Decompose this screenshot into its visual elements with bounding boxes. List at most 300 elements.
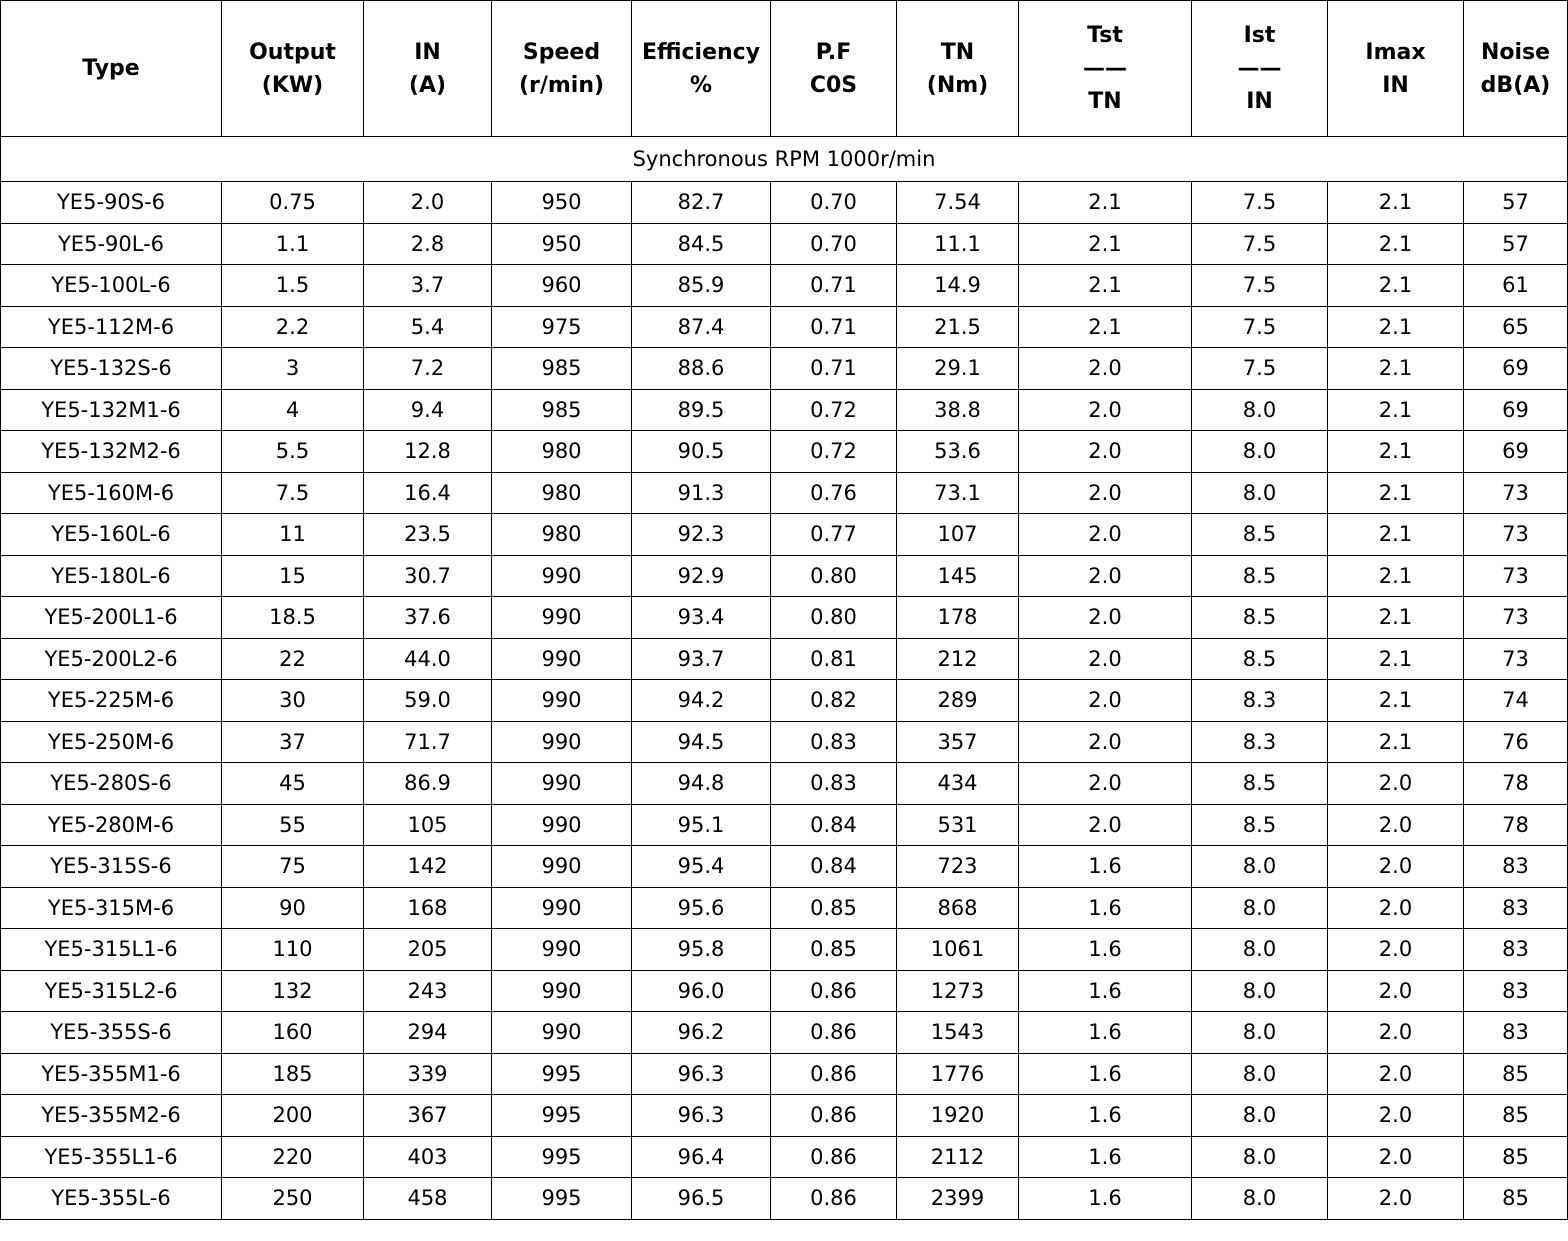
cell-type: YE5-315L2-6: [1, 970, 222, 1012]
cell-in: 168: [364, 887, 492, 929]
table-row: [1, 887, 1568, 929]
cell-noise: 73: [1464, 472, 1568, 514]
cell-efficiency: 88.6: [632, 348, 771, 390]
header-in-line2: (A): [408, 72, 447, 98]
section-row: [1, 137, 1568, 182]
header-ist_in: [1192, 1, 1328, 137]
cell-noise: 85: [1464, 1095, 1568, 1137]
cell-tn: 7.54: [897, 182, 1019, 224]
cell-output: 132: [222, 970, 364, 1012]
cell-output: 3: [222, 348, 364, 390]
cell-tst_tn: 2.0: [1019, 389, 1192, 431]
cell-speed: 995: [492, 1136, 632, 1178]
cell-tst_tn: 2.1: [1019, 223, 1192, 265]
cell-type: YE5-315M-6: [1, 887, 222, 929]
cell-tst_tn: 2.0: [1019, 763, 1192, 805]
cell-tst_tn: 2.0: [1019, 721, 1192, 763]
cell-speed: 990: [492, 846, 632, 888]
cell-tn: 212: [897, 638, 1019, 680]
header-speed: [492, 1, 632, 137]
cell-tn: 178: [897, 597, 1019, 639]
cell-imax_in: 2.1: [1328, 597, 1464, 639]
cell-output: 37: [222, 721, 364, 763]
cell-type: YE5-132M1-6: [1, 389, 222, 431]
cell-noise: 85: [1464, 1136, 1568, 1178]
table-row: [1, 555, 1568, 597]
cell-output: 160: [222, 1012, 364, 1054]
cell-efficiency: 96.2: [632, 1012, 771, 1054]
cell-efficiency: 95.1: [632, 804, 771, 846]
cell-pf: 0.70: [771, 223, 897, 265]
cell-output: 22: [222, 638, 364, 680]
cell-in: 458: [364, 1178, 492, 1220]
cell-efficiency: 89.5: [632, 389, 771, 431]
cell-pf: 0.83: [771, 763, 897, 805]
cell-speed: 950: [492, 182, 632, 224]
cell-speed: 990: [492, 763, 632, 805]
cell-efficiency: 94.2: [632, 680, 771, 722]
cell-ist_in: 7.5: [1192, 306, 1328, 348]
cell-pf: 0.86: [771, 1012, 897, 1054]
header-type: [1, 1, 222, 137]
table-row: [1, 514, 1568, 556]
cell-in: 12.8: [364, 431, 492, 473]
cell-in: 205: [364, 929, 492, 971]
cell-ist_in: 8.0: [1192, 887, 1328, 929]
cell-noise: 83: [1464, 846, 1568, 888]
cell-tn: 53.6: [897, 431, 1019, 473]
cell-ist_in: 8.0: [1192, 929, 1328, 971]
cell-in: 339: [364, 1053, 492, 1095]
cell-output: 220: [222, 1136, 364, 1178]
table-row: [1, 1178, 1568, 1220]
cell-ist_in: 7.5: [1192, 348, 1328, 390]
cell-tst_tn: 2.0: [1019, 348, 1192, 390]
cell-tst_tn: 2.1: [1019, 182, 1192, 224]
cell-tn: 21.5: [897, 306, 1019, 348]
cell-pf: 0.71: [771, 265, 897, 307]
cell-ist_in: 8.5: [1192, 763, 1328, 805]
cell-speed: 990: [492, 638, 632, 680]
table-row: [1, 472, 1568, 514]
cell-in: 3.7: [364, 265, 492, 307]
cell-imax_in: 2.0: [1328, 846, 1464, 888]
cell-pf: 0.85: [771, 887, 897, 929]
cell-output: 5.5: [222, 431, 364, 473]
cell-imax_in: 2.0: [1328, 1095, 1464, 1137]
cell-type: YE5-355S-6: [1, 1012, 222, 1054]
table-row: [1, 763, 1568, 805]
cell-tst_tn: 1.6: [1019, 887, 1192, 929]
cell-imax_in: 2.1: [1328, 306, 1464, 348]
cell-output: 75: [222, 846, 364, 888]
cell-efficiency: 96.3: [632, 1095, 771, 1137]
cell-noise: 65: [1464, 306, 1568, 348]
cell-ist_in: 8.0: [1192, 846, 1328, 888]
header-efficiency: [632, 1, 771, 137]
cell-imax_in: 2.1: [1328, 680, 1464, 722]
cell-output: 11: [222, 514, 364, 556]
cell-tst_tn: 2.1: [1019, 265, 1192, 307]
cell-imax_in: 2.0: [1328, 763, 1464, 805]
table-row: [1, 597, 1568, 639]
cell-ist_in: 8.5: [1192, 638, 1328, 680]
cell-noise: 73: [1464, 597, 1568, 639]
cell-pf: 0.86: [771, 1095, 897, 1137]
cell-in: 403: [364, 1136, 492, 1178]
cell-pf: 0.70: [771, 182, 897, 224]
cell-ist_in: 8.0: [1192, 970, 1328, 1012]
cell-output: 0.75: [222, 182, 364, 224]
cell-ist_in: 8.0: [1192, 1136, 1328, 1178]
cell-tst_tn: 2.0: [1019, 597, 1192, 639]
cell-in: 105: [364, 804, 492, 846]
cell-ist_in: 8.0: [1192, 431, 1328, 473]
cell-imax_in: 2.1: [1328, 431, 1464, 473]
cell-efficiency: 90.5: [632, 431, 771, 473]
table-row: [1, 1012, 1568, 1054]
cell-imax_in: 2.0: [1328, 804, 1464, 846]
cell-imax_in: 2.1: [1328, 721, 1464, 763]
cell-in: 59.0: [364, 680, 492, 722]
cell-pf: 0.77: [771, 514, 897, 556]
header-pf-line1: P.F: [815, 39, 852, 65]
cell-ist_in: 8.0: [1192, 1053, 1328, 1095]
cell-noise: 73: [1464, 555, 1568, 597]
cell-efficiency: 84.5: [632, 223, 771, 265]
cell-speed: 990: [492, 970, 632, 1012]
cell-speed: 990: [492, 597, 632, 639]
cell-speed: 985: [492, 348, 632, 390]
cell-tst_tn: 1.6: [1019, 1136, 1192, 1178]
table-row: [1, 970, 1568, 1012]
cell-speed: 990: [492, 887, 632, 929]
cell-pf: 0.80: [771, 555, 897, 597]
cell-tn: 2112: [897, 1136, 1019, 1178]
cell-efficiency: 94.8: [632, 763, 771, 805]
cell-efficiency: 95.4: [632, 846, 771, 888]
table-row: [1, 348, 1568, 390]
table-row: [1, 680, 1568, 722]
cell-imax_in: 2.1: [1328, 389, 1464, 431]
cell-speed: 990: [492, 1012, 632, 1054]
cell-output: 110: [222, 929, 364, 971]
cell-speed: 980: [492, 472, 632, 514]
cell-tst_tn: 1.6: [1019, 1178, 1192, 1220]
cell-type: YE5-280S-6: [1, 763, 222, 805]
cell-type: YE5-132S-6: [1, 348, 222, 390]
cell-imax_in: 2.0: [1328, 929, 1464, 971]
cell-type: YE5-160L-6: [1, 514, 222, 556]
header-output-line1: Output: [249, 39, 336, 65]
cell-pf: 0.83: [771, 721, 897, 763]
cell-type: YE5-90S-6: [1, 182, 222, 224]
cell-imax_in: 2.1: [1328, 555, 1464, 597]
cell-speed: 990: [492, 721, 632, 763]
cell-type: YE5-200L1-6: [1, 597, 222, 639]
cell-speed: 995: [492, 1095, 632, 1137]
cell-output: 7.5: [222, 472, 364, 514]
header-imax_in: [1328, 1, 1464, 137]
cell-imax_in: 2.0: [1328, 1012, 1464, 1054]
cell-ist_in: 8.5: [1192, 555, 1328, 597]
header-tst_tn-line2: TN: [1088, 89, 1122, 114]
cell-tst_tn: 1.6: [1019, 929, 1192, 971]
cell-pf: 0.81: [771, 638, 897, 680]
cell-noise: 83: [1464, 970, 1568, 1012]
cell-noise: 83: [1464, 1012, 1568, 1054]
cell-in: 86.9: [364, 763, 492, 805]
cell-ist_in: 7.5: [1192, 265, 1328, 307]
cell-speed: 975: [492, 306, 632, 348]
cell-output: 4: [222, 389, 364, 431]
cell-tn: 723: [897, 846, 1019, 888]
cell-imax_in: 2.1: [1328, 223, 1464, 265]
cell-efficiency: 96.0: [632, 970, 771, 1012]
cell-in: 367: [364, 1095, 492, 1137]
cell-output: 1.5: [222, 265, 364, 307]
table-row: [1, 182, 1568, 224]
cell-type: YE5-225M-6: [1, 680, 222, 722]
cell-noise: 61: [1464, 265, 1568, 307]
cell-ist_in: 8.0: [1192, 1012, 1328, 1054]
cell-imax_in: 2.0: [1328, 970, 1464, 1012]
cell-imax_in: 2.0: [1328, 1178, 1464, 1220]
cell-ist_in: 8.0: [1192, 389, 1328, 431]
cell-ist_in: 8.3: [1192, 721, 1328, 763]
cell-imax_in: 2.1: [1328, 514, 1464, 556]
cell-tn: 868: [897, 887, 1019, 929]
cell-tn: 38.8: [897, 389, 1019, 431]
cell-in: 30.7: [364, 555, 492, 597]
cell-ist_in: 8.5: [1192, 804, 1328, 846]
cell-tst_tn: 2.1: [1019, 306, 1192, 348]
header-efficiency-line2: %: [689, 72, 713, 98]
cell-type: YE5-315S-6: [1, 846, 222, 888]
cell-in: 44.0: [364, 638, 492, 680]
cell-imax_in: 2.1: [1328, 638, 1464, 680]
cell-noise: 73: [1464, 514, 1568, 556]
cell-tst_tn: 1.6: [1019, 846, 1192, 888]
cell-speed: 995: [492, 1053, 632, 1095]
header-tn-line2: (Nm): [926, 72, 989, 98]
cell-tn: 357: [897, 721, 1019, 763]
cell-type: YE5-160M-6: [1, 472, 222, 514]
cell-speed: 990: [492, 804, 632, 846]
cell-pf: 0.86: [771, 970, 897, 1012]
cell-pf: 0.76: [771, 472, 897, 514]
cell-tst_tn: 2.0: [1019, 555, 1192, 597]
cell-noise: 78: [1464, 804, 1568, 846]
cell-tst_tn: 2.0: [1019, 472, 1192, 514]
table-row: [1, 804, 1568, 846]
header-type-line1: Type: [82, 56, 140, 81]
cell-in: 37.6: [364, 597, 492, 639]
cell-tst_tn: 2.0: [1019, 514, 1192, 556]
header-speed-line2: (r/min): [518, 72, 605, 98]
cell-speed: 950: [492, 223, 632, 265]
header-tn: [897, 1, 1019, 137]
cell-tst_tn: 2.0: [1019, 680, 1192, 722]
cell-output: 30: [222, 680, 364, 722]
header-imax_in-line2: IN: [1382, 72, 1409, 98]
cell-pf: 0.86: [771, 1136, 897, 1178]
cell-pf: 0.86: [771, 1053, 897, 1095]
cell-speed: 980: [492, 431, 632, 473]
cell-efficiency: 93.4: [632, 597, 771, 639]
cell-ist_in: 8.0: [1192, 472, 1328, 514]
table-row: [1, 929, 1568, 971]
header-noise: [1464, 1, 1568, 137]
cell-efficiency: 92.3: [632, 514, 771, 556]
cell-efficiency: 82.7: [632, 182, 771, 224]
cell-efficiency: 95.6: [632, 887, 771, 929]
cell-pf: 0.80: [771, 597, 897, 639]
cell-noise: 74: [1464, 680, 1568, 722]
cell-in: 16.4: [364, 472, 492, 514]
table-row: [1, 1136, 1568, 1178]
header-pf: [771, 1, 897, 137]
cell-noise: 69: [1464, 348, 1568, 390]
cell-pf: 0.86: [771, 1178, 897, 1220]
table-row: [1, 638, 1568, 680]
cell-tst_tn: 2.0: [1019, 431, 1192, 473]
cell-efficiency: 93.7: [632, 638, 771, 680]
header-pf-line2: C0S: [809, 72, 858, 98]
cell-pf: 0.71: [771, 348, 897, 390]
table-row: [1, 223, 1568, 265]
cell-tn: 1061: [897, 929, 1019, 971]
cell-type: YE5-112M-6: [1, 306, 222, 348]
cell-efficiency: 85.9: [632, 265, 771, 307]
cell-output: 250: [222, 1178, 364, 1220]
cell-efficiency: 94.5: [632, 721, 771, 763]
cell-in: 5.4: [364, 306, 492, 348]
cell-tst_tn: 2.0: [1019, 638, 1192, 680]
cell-imax_in: 2.1: [1328, 348, 1464, 390]
cell-speed: 995: [492, 1178, 632, 1220]
cell-tn: 1273: [897, 970, 1019, 1012]
table-header-row: [1, 1, 1568, 137]
cell-in: 243: [364, 970, 492, 1012]
table-row: [1, 306, 1568, 348]
cell-in: 2.8: [364, 223, 492, 265]
cell-speed: 990: [492, 929, 632, 971]
cell-pf: 0.71: [771, 306, 897, 348]
cell-tst_tn: 1.6: [1019, 1053, 1192, 1095]
cell-tn: 145: [897, 555, 1019, 597]
cell-pf: 0.84: [771, 846, 897, 888]
cell-pf: 0.72: [771, 389, 897, 431]
cell-efficiency: 95.8: [632, 929, 771, 971]
cell-imax_in: 2.0: [1328, 887, 1464, 929]
cell-speed: 990: [492, 555, 632, 597]
cell-ist_in: 8.5: [1192, 514, 1328, 556]
cell-ist_in: 7.5: [1192, 182, 1328, 224]
cell-in: 71.7: [364, 721, 492, 763]
cell-tst_tn: 1.6: [1019, 970, 1192, 1012]
header-tst_tn-line1: Tst: [1087, 23, 1123, 48]
cell-imax_in: 2.0: [1328, 1053, 1464, 1095]
cell-output: 18.5: [222, 597, 364, 639]
cell-type: YE5-315L1-6: [1, 929, 222, 971]
header-in-line1: IN: [414, 39, 441, 65]
cell-tst_tn: 1.6: [1019, 1095, 1192, 1137]
cell-type: YE5-355L1-6: [1, 1136, 222, 1178]
cell-type: YE5-355L-6: [1, 1178, 222, 1220]
header-noise-line1: Noise: [1480, 39, 1551, 65]
cell-type: YE5-355M2-6: [1, 1095, 222, 1137]
cell-imax_in: 2.1: [1328, 472, 1464, 514]
table-row: [1, 265, 1568, 307]
cell-noise: 78: [1464, 763, 1568, 805]
header-tst_tn-fraction-bar: ——: [1083, 56, 1127, 81]
section-label: Synchronous RPM 1000r/min: [1, 137, 1568, 182]
cell-efficiency: 96.5: [632, 1178, 771, 1220]
cell-type: YE5-180L-6: [1, 555, 222, 597]
cell-output: 15: [222, 555, 364, 597]
cell-output: 45: [222, 763, 364, 805]
cell-tst_tn: 1.6: [1019, 1012, 1192, 1054]
cell-ist_in: 8.0: [1192, 1095, 1328, 1137]
cell-ist_in: 7.5: [1192, 223, 1328, 265]
cell-speed: 985: [492, 389, 632, 431]
cell-output: 90: [222, 887, 364, 929]
cell-pf: 0.82: [771, 680, 897, 722]
header-efficiency-line1: Efficiency: [641, 39, 761, 65]
cell-imax_in: 2.1: [1328, 265, 1464, 307]
header-ist_in-line2: IN: [1246, 89, 1273, 114]
cell-in: 9.4: [364, 389, 492, 431]
cell-efficiency: 96.4: [632, 1136, 771, 1178]
cell-in: 2.0: [364, 182, 492, 224]
cell-in: 23.5: [364, 514, 492, 556]
header-tn-line1: TN: [940, 39, 975, 65]
cell-noise: 69: [1464, 431, 1568, 473]
cell-pf: 0.72: [771, 431, 897, 473]
cell-tn: 29.1: [897, 348, 1019, 390]
header-speed-line1: Speed: [522, 39, 601, 65]
cell-speed: 980: [492, 514, 632, 556]
cell-tn: 1776: [897, 1053, 1019, 1095]
table-row: [1, 431, 1568, 473]
cell-type: YE5-355M1-6: [1, 1053, 222, 1095]
cell-type: YE5-280M-6: [1, 804, 222, 846]
cell-tn: 1543: [897, 1012, 1019, 1054]
cell-in: 7.2: [364, 348, 492, 390]
cell-tn: 289: [897, 680, 1019, 722]
cell-efficiency: 87.4: [632, 306, 771, 348]
cell-tn: 73.1: [897, 472, 1019, 514]
header-output-line2: (KW): [261, 72, 324, 98]
cell-efficiency: 92.9: [632, 555, 771, 597]
cell-type: YE5-100L-6: [1, 265, 222, 307]
header-imax_in-line1: Imax: [1365, 39, 1426, 65]
header-ist_in-line1: Ist: [1243, 23, 1276, 48]
header-ist_in-fraction-bar: ——: [1237, 56, 1282, 81]
cell-in: 294: [364, 1012, 492, 1054]
cell-noise: 69: [1464, 389, 1568, 431]
cell-tst_tn: 2.0: [1019, 804, 1192, 846]
cell-pf: 0.85: [771, 929, 897, 971]
cell-noise: 85: [1464, 1053, 1568, 1095]
cell-tn: 1920: [897, 1095, 1019, 1137]
cell-speed: 960: [492, 265, 632, 307]
cell-imax_in: 2.0: [1328, 1136, 1464, 1178]
cell-ist_in: 8.0: [1192, 1178, 1328, 1220]
cell-ist_in: 8.5: [1192, 597, 1328, 639]
cell-output: 200: [222, 1095, 364, 1137]
